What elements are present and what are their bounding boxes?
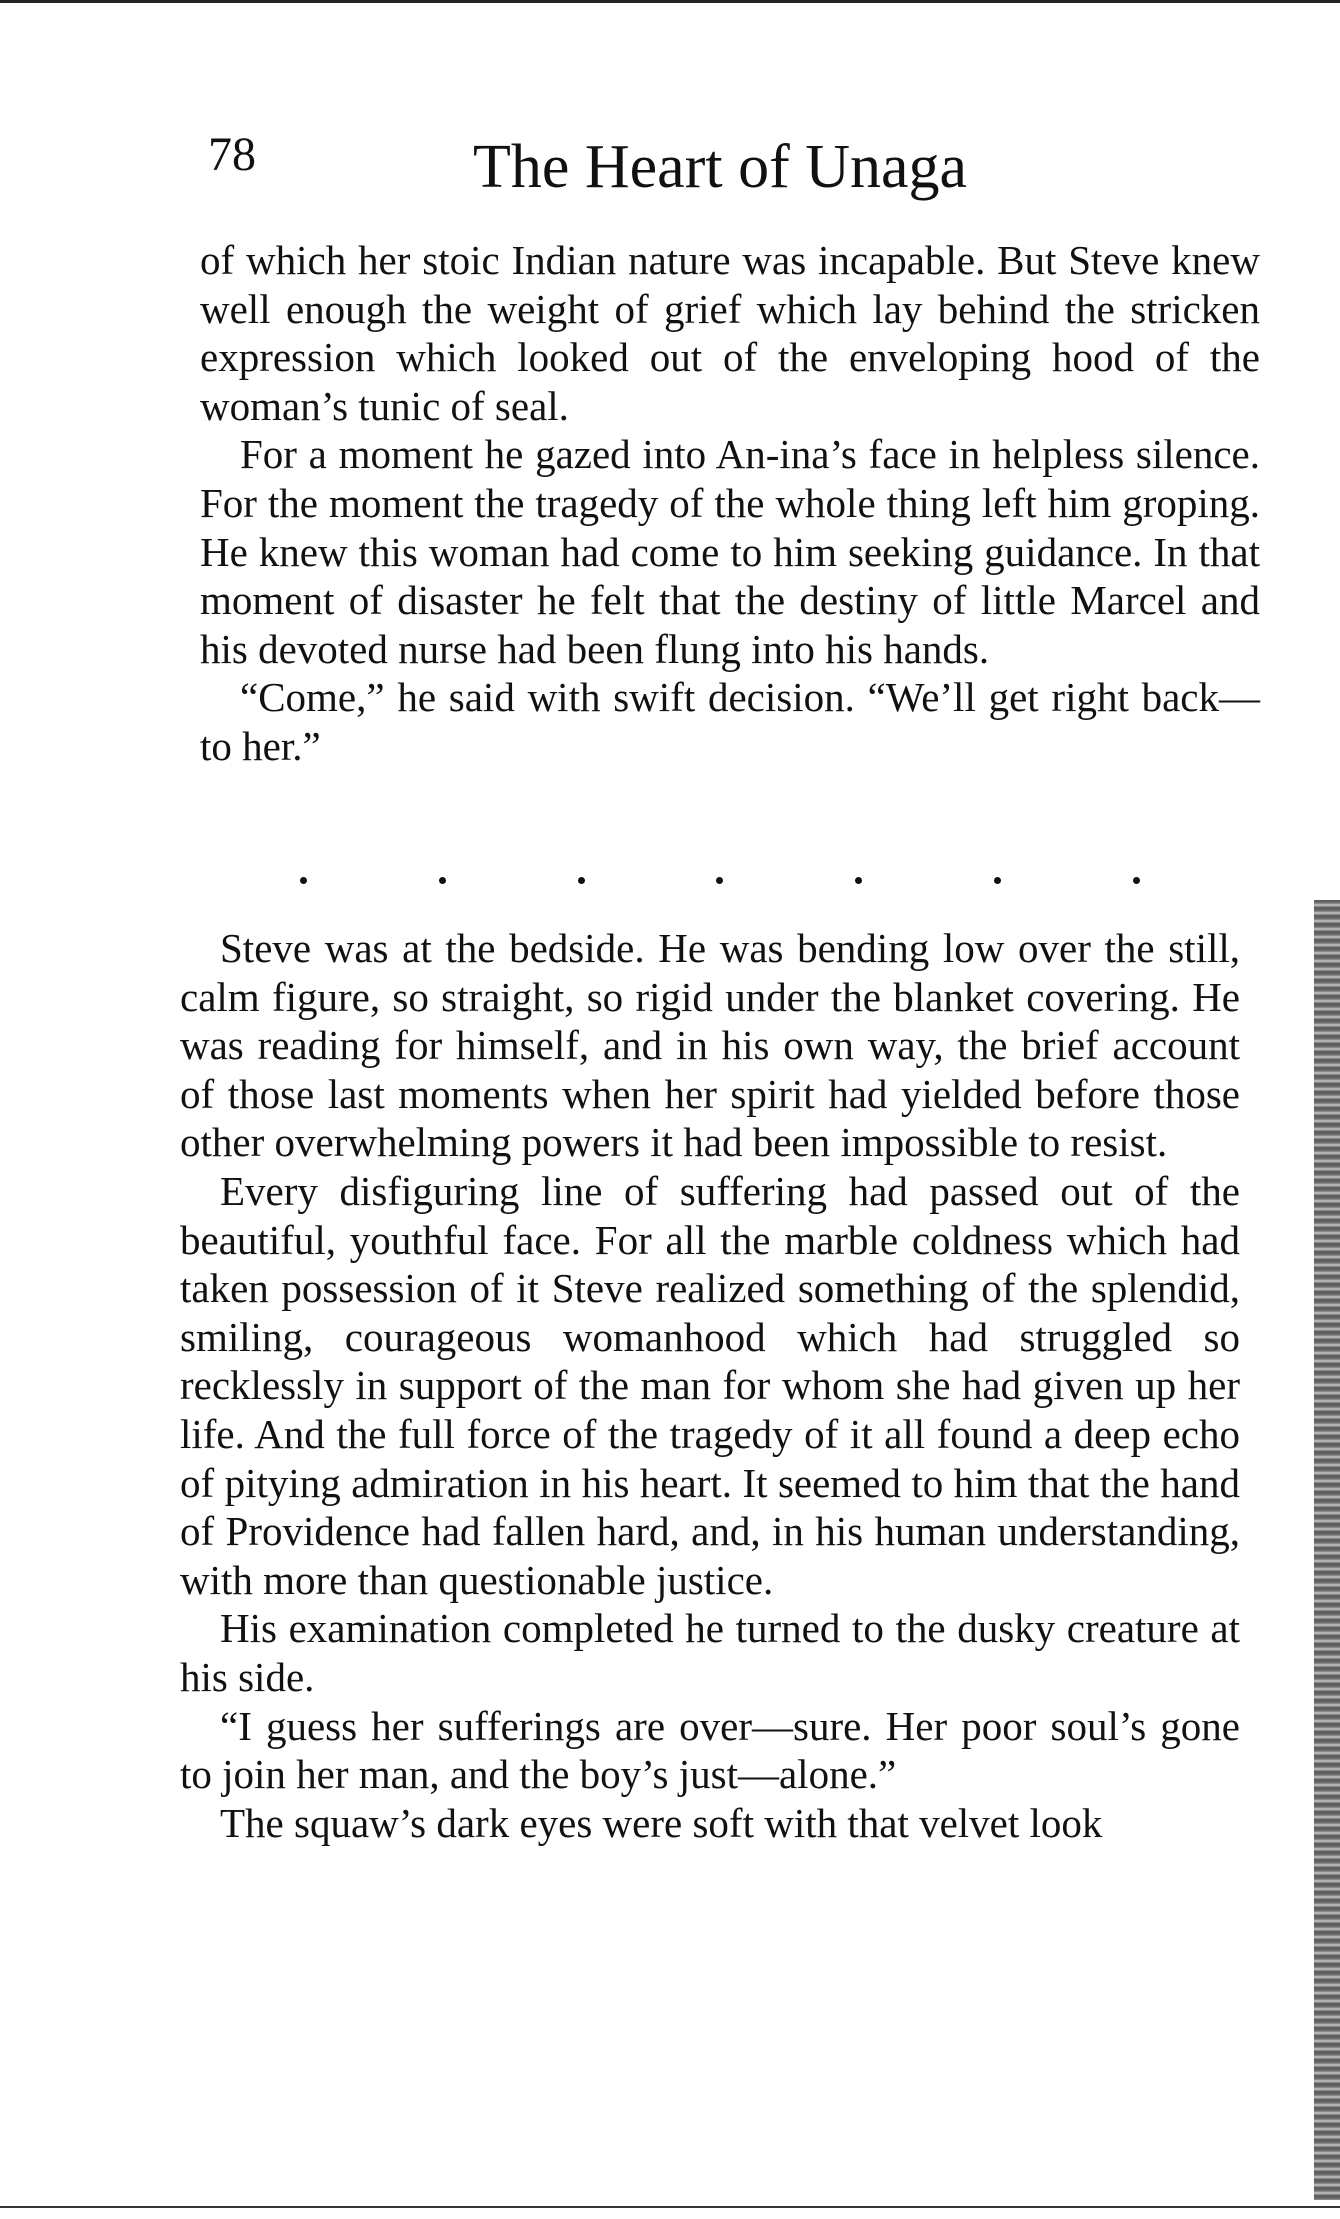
section-break-dot xyxy=(439,877,446,884)
page-header xyxy=(208,125,1038,215)
paragraph: His examination completed he turned to the dusky creature at his side. xyxy=(180,1605,1240,1700)
paragraph: The squaw’s dark eyes were soft with that velvet look xyxy=(220,1799,1103,1846)
section-break-dot xyxy=(300,877,307,884)
scan-page-edge xyxy=(1314,900,1340,2200)
top-scan-edge xyxy=(0,0,1340,3)
section-break-dot xyxy=(1133,877,1140,884)
page-number: 78 xyxy=(208,128,256,181)
paragraph: Steve was at the bedside. He was bending low over the still, calm figure, so straight, so rigid under the blanket covering. He was reading for himself, and in his own way, the brief account of those last moments when her spirit had yielded before those other overwhelming powers it had been impossible to resist. xyxy=(180,925,1240,1166)
paragraph: “Come,” he said with swift decision. “We’ll get right back—to her.” xyxy=(200,674,1260,769)
paragraph: “I guess her sufferings are over—sure. Her poor soul’s gone to join her man, and the boy’s just—alone.” xyxy=(180,1702,1240,1798)
paragraph: of which her stoic Indian nature was incapable. But Steve knew well enough the weight of grief which lay behind the stricken expression which looked out of the enveloping hood of the woman’s tunic of seal. xyxy=(200,237,1260,429)
section-break-dot xyxy=(855,877,862,884)
section-break xyxy=(300,870,1140,890)
section-break-dot xyxy=(994,877,1001,884)
paragraph: For a moment he gazed into An-ina’s face in helpless silence. For the moment the tragedy of the whole thing left him groping. He knew this woman had come to him seeking guidance. In that moment of disaster he felt that the destiny of little Marcel and his devoted nurse had been flung into his hands. xyxy=(200,431,1260,672)
paragraph: Every disfiguring line of suffering had passed out of the beautiful, youthful face. For all the marble coldness which had taken possession of it Steve realized something of the splendid, smiling, courageous womanhood which had struggled so recklessly in support of the man for whom she had given up her life. And the full force of the tragedy of it all found a deep echo of pitying admiration in his heart. It seemed to him that the hand of Providence had fallen hard, and, in his human understanding, with more than questionable justice. xyxy=(180,1167,1240,1603)
section-break-dot xyxy=(716,877,723,884)
section-break-dot xyxy=(578,877,585,884)
text-block-before-break xyxy=(200,236,1260,771)
text-block-after-break xyxy=(180,924,1240,1847)
running-title: The Heart of Unaga xyxy=(473,133,968,201)
bottom-scan-edge xyxy=(0,2206,1340,2208)
